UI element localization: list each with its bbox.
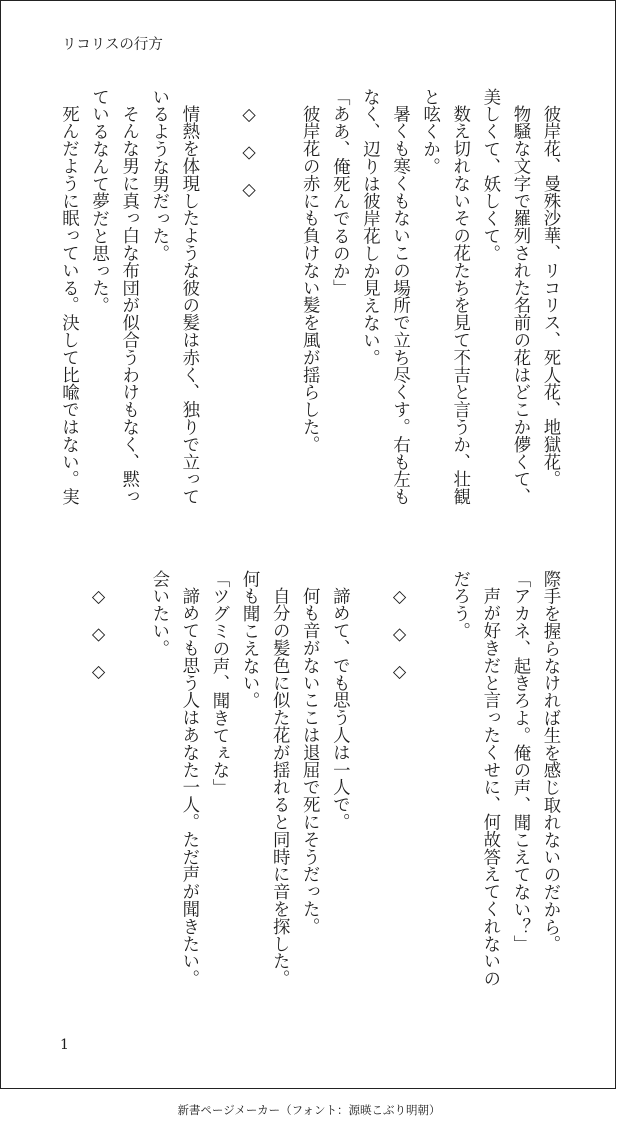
lower-text-block (84, 570, 566, 988)
text-column: だろう。 (449, 570, 470, 640)
upper-text-block (53, 88, 565, 506)
text-column: 何も聞こえない。 (239, 570, 260, 710)
text-column: なく、辺りは彼岸花しか見えない。 (359, 88, 380, 367)
blank-column (264, 88, 294, 506)
text-column: そんな男に真っ白な布団が似合うわけもなく、黙っ (118, 105, 139, 506)
text-column: 死んだように眠っている。決して比喩ではない。実 (58, 105, 79, 506)
dialogue-column: 「ああ、俺死んでるのか」 (329, 88, 350, 297)
text-column: と呟くか。 (419, 88, 440, 175)
text-column: 際手を握らなければ生を感じ取れないのだから。 (540, 570, 560, 953)
text-column: 自分の髪色に似た花が揺れると同時に音を探した。 (269, 587, 290, 988)
text-column: いるような男だった。 (148, 88, 169, 262)
text-column: 彼岸花、曼殊沙華、リコリス、死人花、地獄花。 (540, 105, 560, 489)
text-column: 暑くも寒くもないこの場所で立ち尽くす。右も左も (389, 105, 410, 506)
footer-credit: 新書ページメーカー（フォント：源暎こぶり明朝） (177, 1103, 441, 1117)
scene-separator: ◇◇◇ (88, 587, 109, 700)
text-column: 数え切れないその花たちを見て不吉と言うか、壮観 (449, 105, 470, 506)
text-column: 美しくて、妖しくて。 (479, 88, 500, 262)
text-column: 彼岸花の赤にも負けない髪を風が揺らした。 (299, 105, 320, 454)
text-column: ているなんて夢だと思った。 (88, 88, 109, 315)
scene-separator: ◇◇◇ (239, 105, 260, 218)
text-column: 会いたい。 (148, 570, 169, 657)
blank-column (204, 88, 234, 506)
page-number: 1 (60, 1037, 69, 1053)
page-header-title: リコリスの行方 (62, 37, 163, 53)
dialogue-column: 「アカネ、起きろよ。俺の声、聞こえてない？」 (509, 570, 530, 953)
text-column: 声が好きだと言ったくせに、何故答えてくれないの (479, 587, 500, 988)
text-column: 物騒な文字で羅列された名前の花はどこか儚くて、 (509, 105, 530, 506)
scene-separator: ◇◇◇ (389, 587, 410, 700)
text-column: 諦めて、でも思う人は一人で。 (329, 587, 350, 831)
text-column: 諦めても思う人はあなた一人。ただ声が聞きたい。 (178, 587, 199, 988)
dialogue-column: 「ツグミの声、聞きてぇな」 (208, 570, 229, 797)
text-column: 情熱を体現したような彼の髪は赤く、独りで立って (178, 105, 199, 506)
blank-column (114, 570, 144, 988)
blank-column (354, 570, 384, 988)
blank-column (415, 570, 445, 988)
text-column: 何も音がないここは退屈で死にそうだった。 (299, 587, 320, 936)
